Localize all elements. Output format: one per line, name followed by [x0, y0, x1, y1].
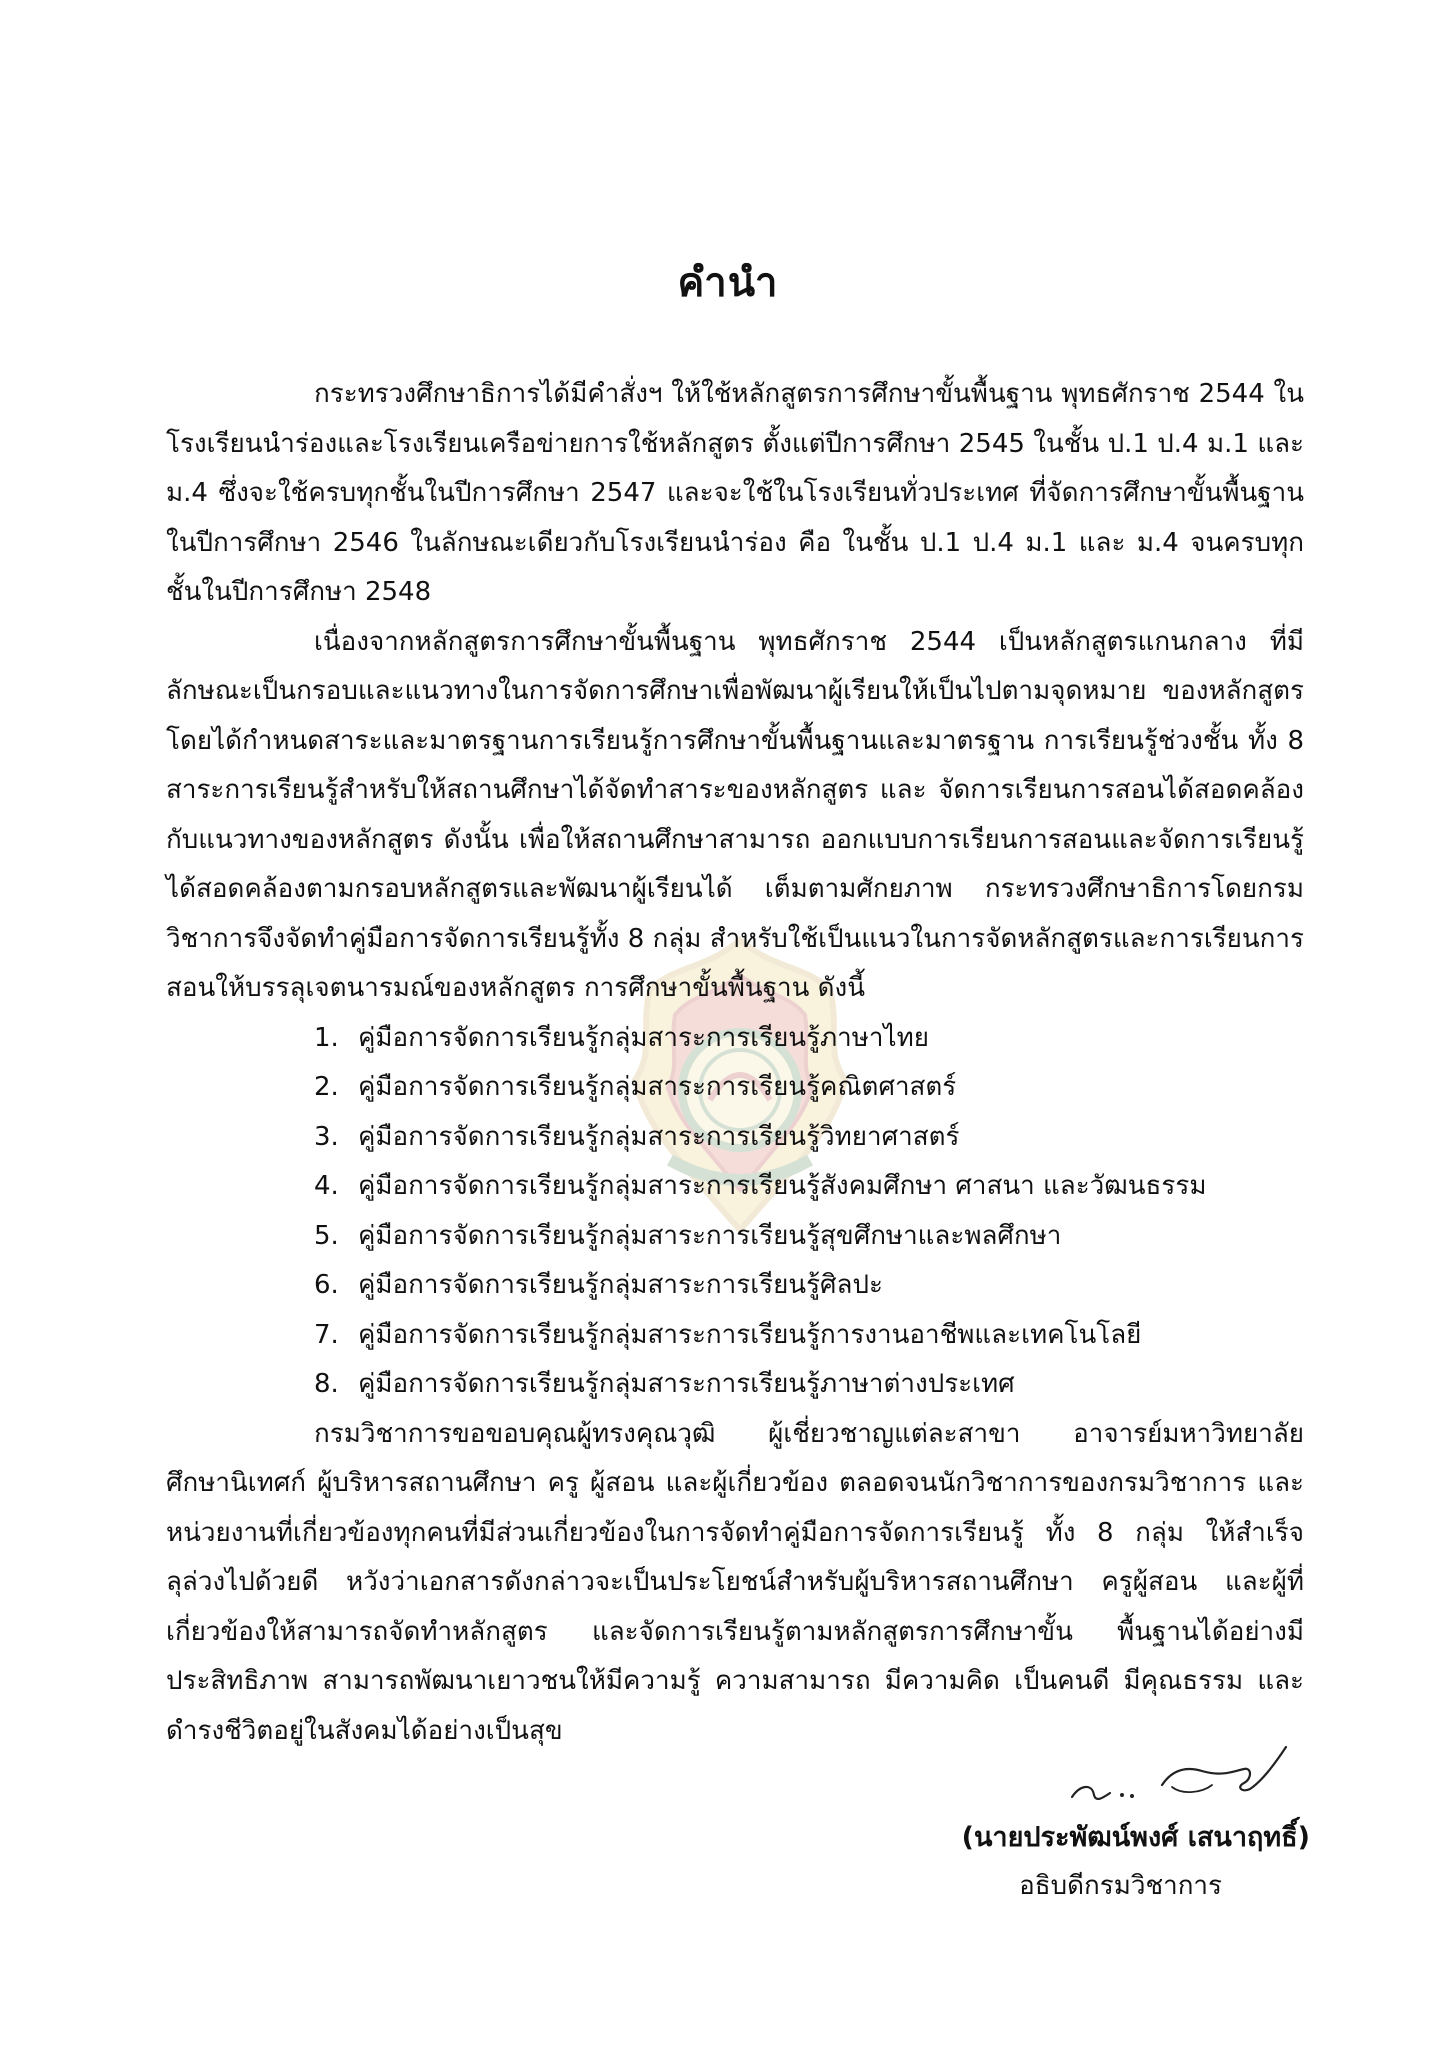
- handwritten-signature-icon: [1052, 1735, 1292, 1825]
- list-item-number: 5.: [314, 1220, 339, 1251]
- list-item: [314, 1212, 1304, 1262]
- list-item: [314, 1113, 1304, 1163]
- list-item-text: คู่มือการจัดการเรียนรู้กลุ่มสาระการเรียนรู้การงานอาชีพและเทคโนโลยี: [358, 1319, 1142, 1350]
- list-item-text: คู่มือการจัดการเรียนรู้กลุ่มสาระการเรียนรู้ภาษาไทย: [358, 1022, 929, 1053]
- list-item-text: คู่มือการจัดการเรียนรู้กลุ่มสาระการเรียนรู้สุขศึกษาและพลศึกษา: [358, 1220, 1062, 1251]
- list-item-number: 3.: [314, 1121, 339, 1152]
- list-item: [314, 1311, 1304, 1361]
- list-item-text: คู่มือการจัดการเรียนรู้กลุ่มสาระการเรียนรู้วิทยาศาสตร์: [358, 1121, 960, 1152]
- paragraph-rationale: เนื่องจากหลักสูตรการศึกษาขั้นพื้นฐาน พุทธศักราช 2544 เป็นหลักสูตรแกนกลาง ที่มีลักษณะเป็นกรอบและแนวทางในการจัดการศึกษาเพื่อพัฒนาผู้เรียนให้เป็นไปตามจุดหมาย ของหลักสูตร โดยได้กำหนดสาระและมาตรฐานการเรียนรู้การศึกษาขั้นพื้นฐานและมาตรฐาน การเรียนรู้ช่วงชั้น ทั้ง 8 สาระการเรียนรู้สำหรับให้สถานศึกษาได้จัดทำสาระของหลักสูตร และ จัดการเรียนการสอนได้สอดคล้องกับแนวทางของหลักสูตร ดังนั้น เพื่อให้สถานศึกษาสามารถ ออกแบบการเรียนการสอนและจัดการเรียนรู้ได้สอดคล้องตามกรอบหลักสูตรและพัฒนาผู้เรียนได้ เต็มตามศักยภาพ กระทรวงศึกษาธิการโดยกรมวิชาการจึงจัดทำคู่มือการจัดการเรียนรู้ทั้ง 8 กลุ่ม สำหรับใช้เป็นแนวในการจัดหลักสูตรและการเรียนการสอนให้บรรลุเจตนารมณ์ของหลักสูตร การศึกษาขั้นพื้นฐาน ดังนี้: [166, 626, 1304, 1003]
- list-item: [314, 1360, 1304, 1410]
- list-item: [314, 1261, 1304, 1311]
- list-item: [314, 1063, 1304, 1113]
- list-item-number: 6.: [314, 1270, 339, 1300]
- list-item-text: คู่มือการจัดการเรียนรู้กลุ่มสาระการเรียนรู้สังคมศึกษา ศาสนา และวัฒนธรรม: [358, 1171, 1207, 1201]
- signer-name: (นายประพัฒน์พงศ์ เสนาฤทธิ์): [961, 1822, 1310, 1853]
- list-item: [314, 1162, 1304, 1212]
- list-item-number: 1.: [314, 1022, 339, 1053]
- list-item: [314, 1014, 1304, 1064]
- list-item-number: 7.: [314, 1319, 339, 1350]
- paragraph-acknowledgement: กรมวิชาการขอขอบคุณผู้ทรงคุณวุฒิ ผู้เชี่ยวชาญแต่ละสาขา อาจารย์มหาวิทยาลัย ศึกษานิเทศก์ ผู้บริหารสถานศึกษา ครู ผู้สอน และผู้เกี่ยวข้อง ตลอดจนนักวิชาการของกรมวิชาการ และหน่วยงานที่เกี่ยวข้องทุกคนที่มีส่วนเกี่ยวข้องในการจัดทำคู่มือการจัดการเรียนรู้ ทั้ง 8 กลุ่ม ให้สำเร็จลุล่วงไปด้วยดี หวังว่าเอกสารดังกล่าวจะเป็นประโยชน์สำหรับผู้บริหารสถานศึกษา ครูผู้สอน และผู้ที่เกี่ยวข้องให้สามารถจัดทำหลักสูตร และจัดการเรียนรู้ตามหลักสูตรการศึกษาขั้น พื้นฐานได้อย่างมีประสิทธิภาพ สามารถพัฒนาเยาวชนให้มีความรู้ ความสามารถ มีความคิด เป็นคนดี มีคุณธรรม และดำรงชีวิตอยู่ในสังคมได้อย่างเป็นสุข: [166, 1418, 1304, 1746]
- list-item-text: คู่มือการจัดการเรียนรู้กลุ่มสาระการเรียนรู้ภาษาต่างประเทศ: [358, 1369, 1015, 1399]
- list-item-number: 4.: [314, 1171, 339, 1201]
- list-item-number: 8.: [314, 1369, 339, 1399]
- paragraph-intro: กระทรวงศึกษาธิการได้มีคำสั่งฯ ให้ใช้หลักสูตรการศึกษาขั้นพื้นฐาน พุทธศักราช 2544 ในโรงเรียนนำร่องและโรงเรียนเครือข่ายการใช้หลักสูตร ตั้งแต่ปีการศึกษา 2545 ในชั้น ป.1 ป.4 ม.1 และ ม.4 ซึ่งจะใช้ครบทุกชั้นในปีการศึกษา 2547 และจะใช้ในโรงเรียนทั่วประเทศ ที่จัดการศึกษาขั้นพื้นฐาน ในปีการศึกษา 2546 ในลักษณะเดียวกับโรงเรียนนำร่อง คือ ในชั้น ป.1 ป.4 ม.1 และ ม.4 จนครบทุกชั้นในปีการศึกษา 2548: [166, 379, 1304, 607]
- document-body: [166, 370, 1304, 1756]
- handbook-list: [166, 1014, 1304, 1410]
- list-item-text: คู่มือการจัดการเรียนรู้กลุ่มสาระการเรียนรู้คณิตศาสตร์: [358, 1072, 957, 1102]
- signer-position: อธิบดีกรมวิชาการ: [1019, 1871, 1222, 1901]
- page-title: คำนำ: [677, 260, 779, 306]
- list-item-text: คู่มือการจัดการเรียนรู้กลุ่มสาระการเรียนรู้ศิลปะ: [358, 1270, 883, 1300]
- list-item-number: 2.: [314, 1072, 339, 1102]
